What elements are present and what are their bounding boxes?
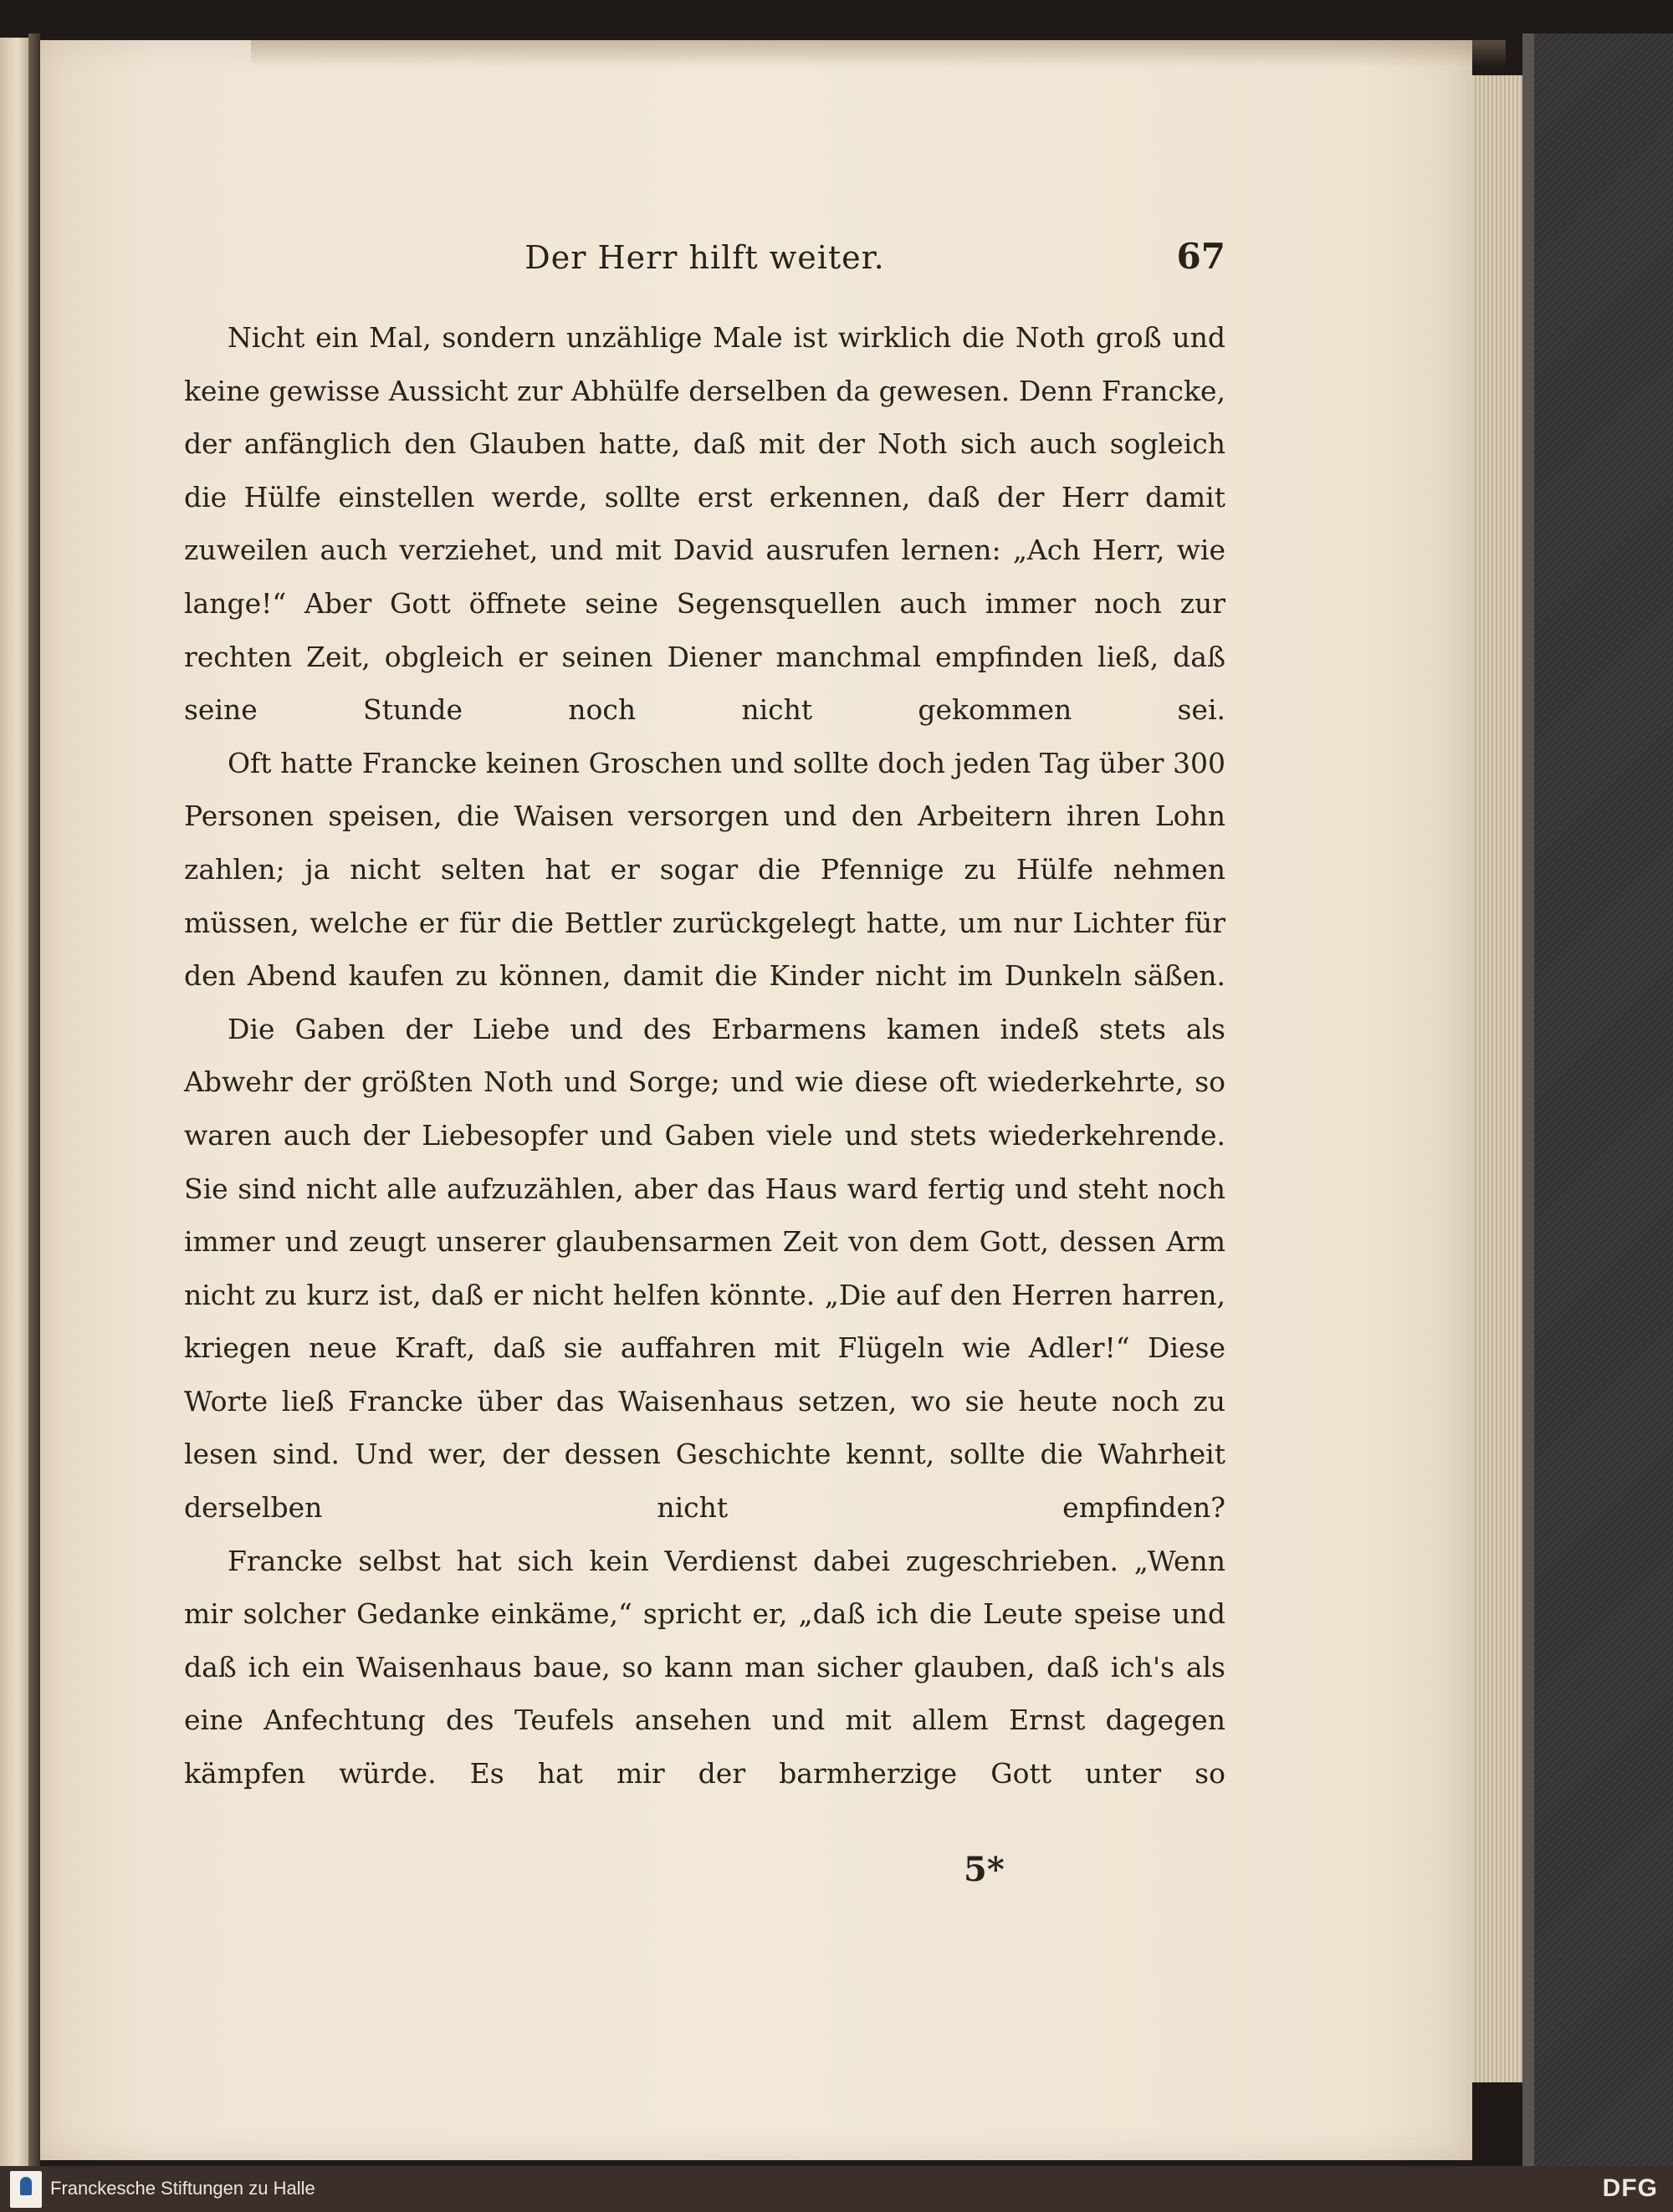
signature-mark: 5* (964, 1850, 1005, 1889)
paragraph-3: Die Gaben der Liebe und des Erbarmens kamen indeß stets als Abwehr der größten Noth und Sorge; und wie diese oft wiederkehrte, so waren auch der Liebesopfer und Gaben viele und stets wiederkehrende. Sie sind nicht alle aufzuzählen, aber das Haus ward fertig und steht noch immer und zeugt unserer glaubensarmen Zeit von dem Gott, dessen Arm nicht zu kurz ist, daß er nicht helfen könnte. „Die auf den Herren harren, kriegen neue Kraft, daß sie auffahren mit Flügeln wie Adler!“ Diese Worte ließ Francke über das Waisenhaus setzen, wo sie heute noch zu lesen sind. Und wer, der dessen Geschichte kennt, sollte die Wahrheit derselben nicht empfinden? (184, 1012, 1225, 1525)
facing-page-edge (0, 38, 28, 2166)
page-top-wear (251, 40, 1506, 67)
footer-institution: Franckesche Stiftungen zu Halle (50, 2178, 315, 2199)
paragraph-2: Oft hatte Francke keinen Groschen und sollte doch jeden Tag über 300 Personen speisen, die Waisen versorgen und den Arbeitern ihren Lohn zahlen; ja nicht selten hat er sogar die Pfennige zu Hülfe nehmen müssen, welche er für die Bettler zurückgelegt hatte, um nur Lichter für den Abend kaufen zu können, damit die Kinder nicht im Dunkeln säßen. (184, 746, 1225, 993)
paragraph-1: Nicht ein Mal, sondern unzählige Male ist wirklich die Noth groß und keine gewisse Aussicht zur Abhülfe derselben da gewesen. Denn Francke, der anfänglich den Glauben hatte, daß mit der Noth sich auch sogleich die Hülfe einstellen werde, sollte erst erkennen, daß der Herr damit zuweilen auch verziehet, und mit David ausrufen lernen: „Ach Herr, wie lange!“ Aber Gott öffnete seine Segensquellen auch immer noch zur rechten Zeit, obgleich er seinen Diener manchmal empfinden ließ, daß seine Stunde noch nicht gekommen sei. (184, 321, 1225, 727)
viewer-footer (0, 2166, 1673, 2212)
page-number: 67 (1176, 236, 1225, 277)
running-head (184, 236, 1225, 286)
running-title: Der Herr hilft weiter. (524, 239, 885, 276)
book-cover-edge (1522, 33, 1534, 2166)
body-text (184, 311, 1225, 1801)
institution-logo-icon (10, 2171, 42, 2208)
book-gutter (28, 33, 40, 2166)
dfg-logo: DFG (1602, 2174, 1658, 2202)
page-stack-edges (1472, 75, 1522, 2082)
book-cover (1522, 33, 1673, 2166)
paragraph-4: Francke selbst hat sich kein Verdienst dabei zugeschrieben. „Wenn mir solcher Gedanke einkäme,“ spricht er, „daß ich die Leute speise und daß ich ein Waisenhaus baue, so kann man sicher glauben, daß ich's als eine Anfechtung des Teufels ansehen und mit allem Ernst dagegen kämpfen würde. Es hat mir der barmherzige Gott unter so (184, 1544, 1225, 1791)
